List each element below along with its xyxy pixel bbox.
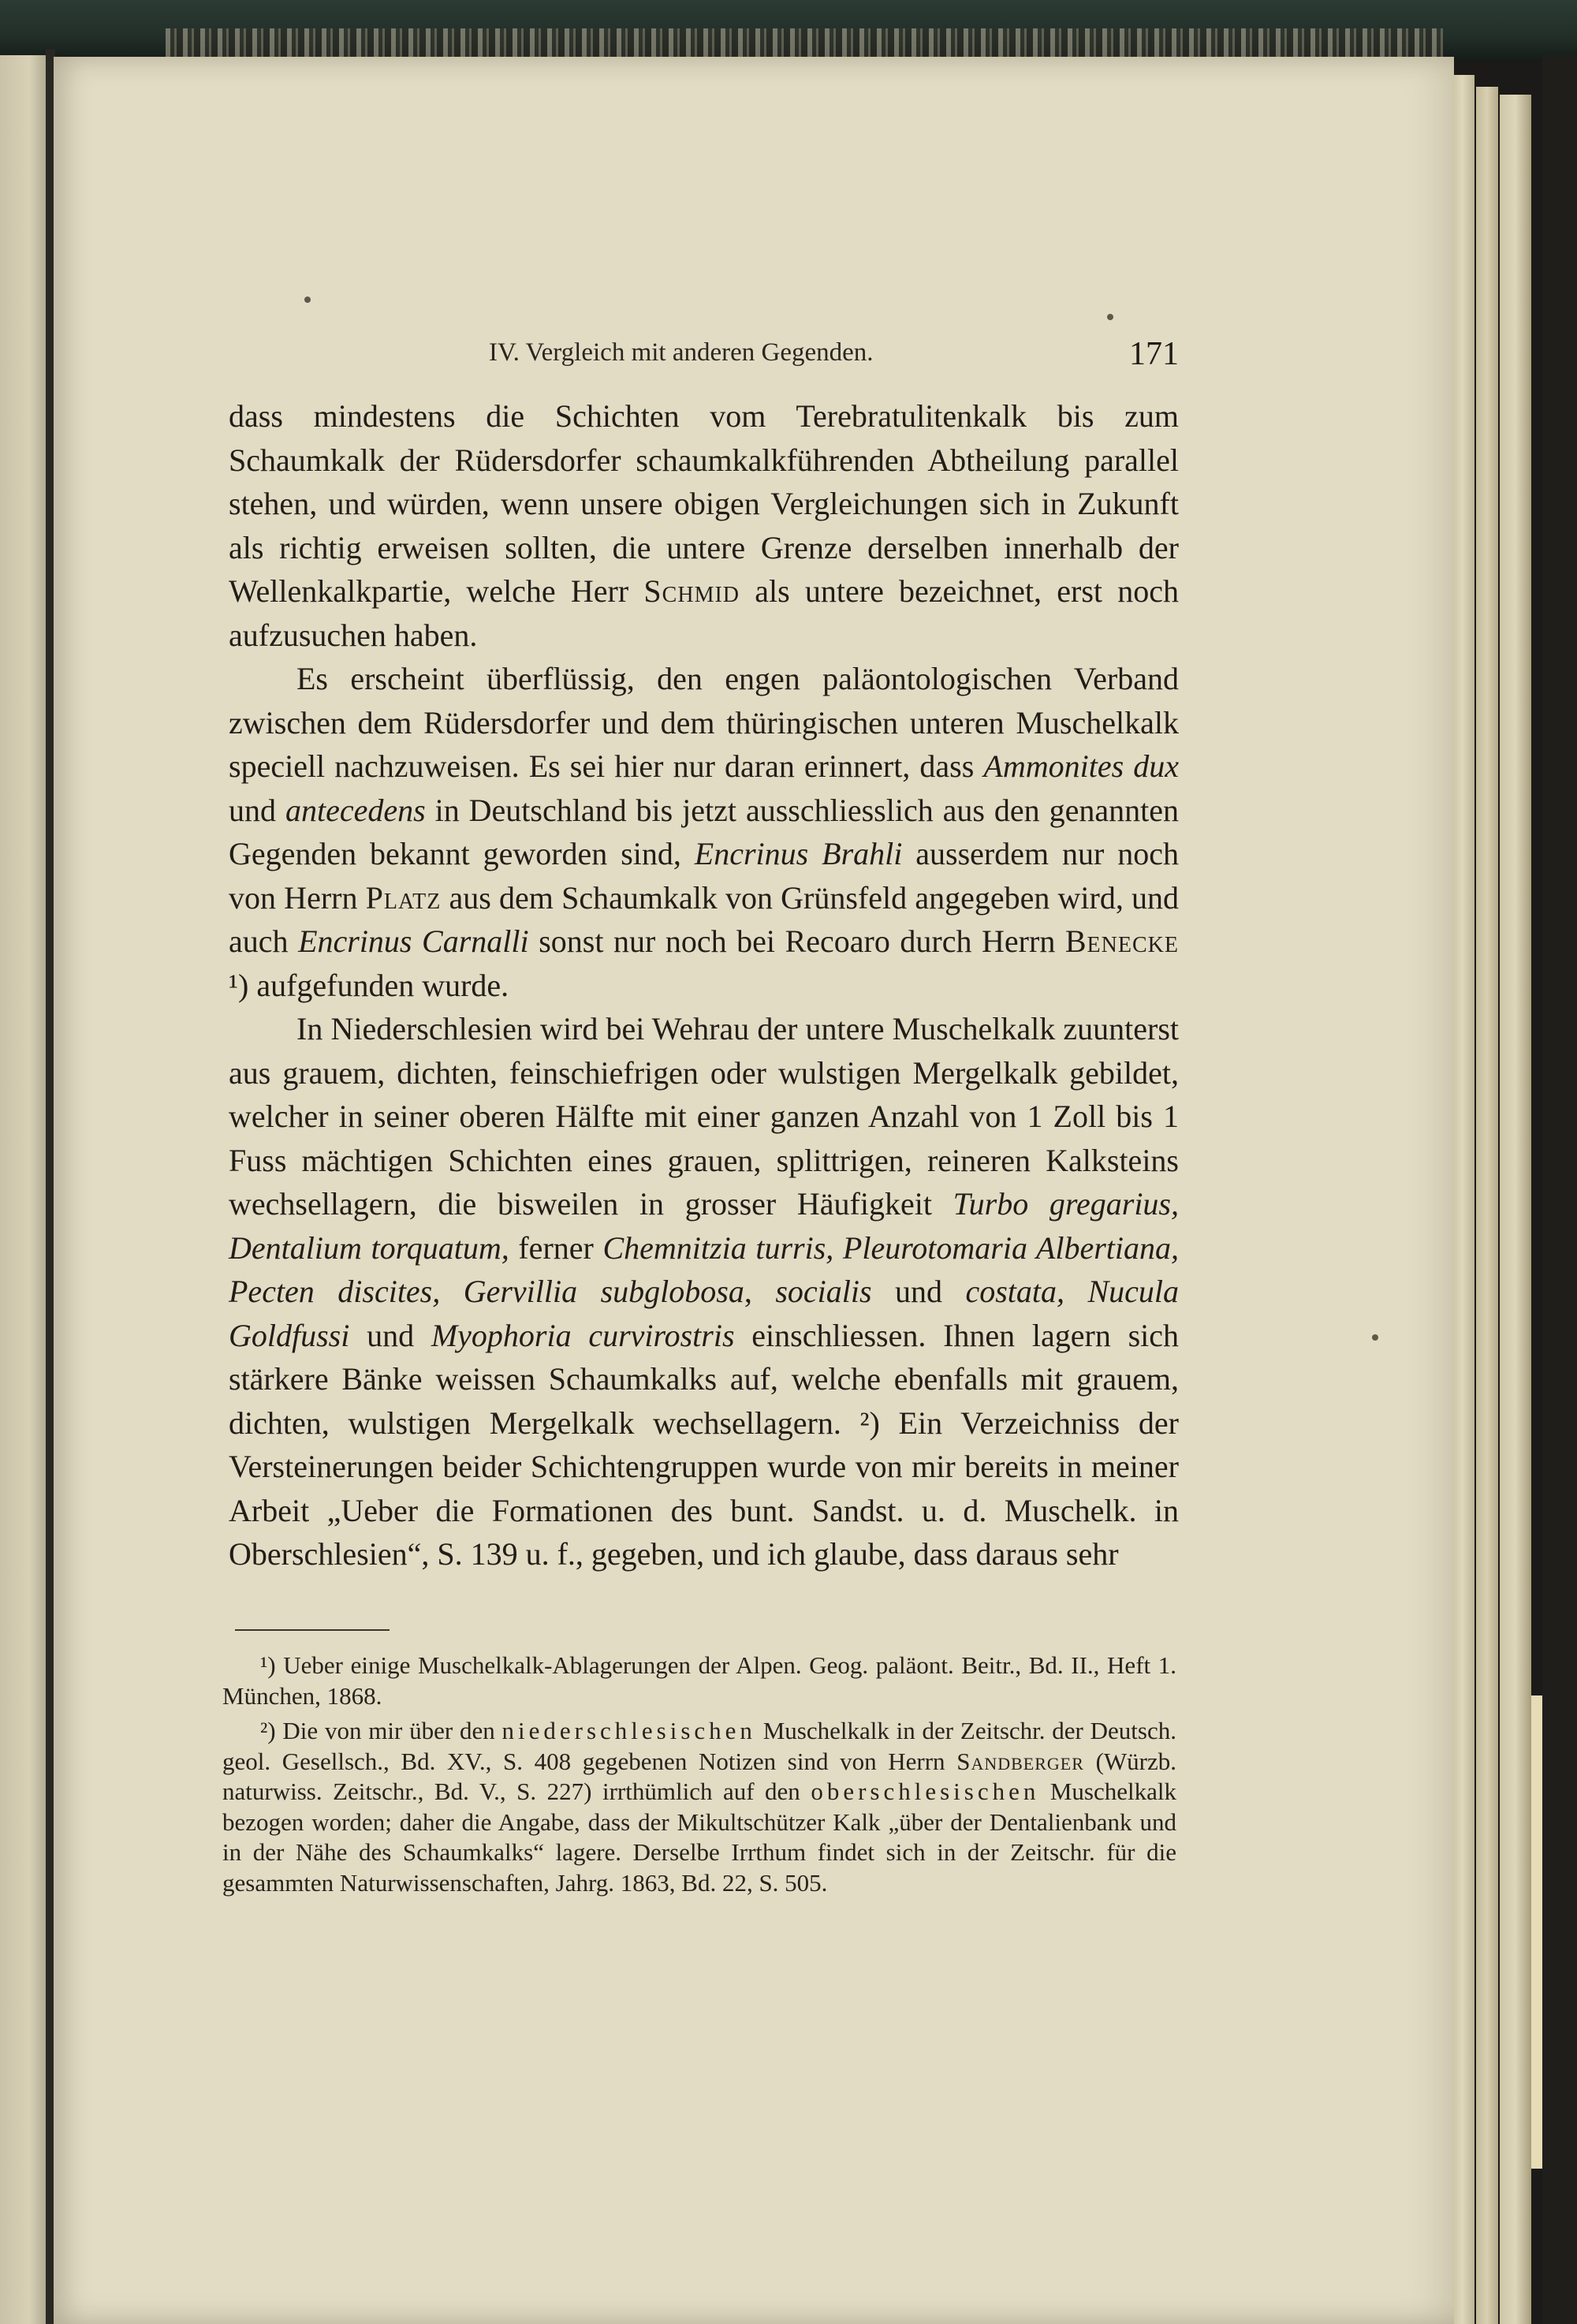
text-run: sonst nur noch bei Recoaro durch Herrn <box>528 923 1065 959</box>
italic-text: Chemnitzia turris, Pleurotomaria Albertiana, Pecten discites, Gervillia subglobosa <box>229 1229 1180 1309</box>
text-run: ¹) aufgefunden wurde. <box>229 967 509 1003</box>
text-run: und <box>229 792 285 828</box>
text-run: ausserdem nur noch von Herrn <box>229 836 1179 916</box>
paragraph <box>229 657 1179 1007</box>
italic-text: Myophoria curvirostris <box>431 1317 735 1353</box>
text-run: Muschelkalk in der Zeitschr. der Deutsch. geol. Gesellsch., Bd. XV., S. 408 gegebenen Notizen sind von Herrn <box>222 1717 1176 1775</box>
spaced-text: oberschlesischen <box>811 1778 1040 1805</box>
footnote-rule <box>235 1629 390 1631</box>
italic-text: antecedens <box>285 792 426 828</box>
text-run: in Deutschland bis jetzt ausschliesslich aus den genannten Gegenden bekannt geworden sind, <box>229 792 1180 871</box>
text-run: als untere bezeichnet, erst noch aufzusuchen haben. <box>229 573 1179 653</box>
footnotes <box>222 1651 1176 1903</box>
footnote-marker: ²) <box>260 1717 276 1744</box>
text-run: Ueber einige Muschelkalk-Ablagerungen der Alpen. Geog. paläont. Beitr., Bd. II., Heft 1. München, 1868. <box>222 1651 1176 1710</box>
text-run: Die von mir über den <box>275 1717 502 1744</box>
book-top-edge <box>0 0 1577 62</box>
running-title: IV. Vergleich mit anderen Gegenden. <box>489 338 874 367</box>
text-run: und <box>871 1274 966 1309</box>
scan-background <box>1542 55 1577 2324</box>
italic-text: Turbo gregarius, Dentalium torquatum, <box>229 1186 1179 1266</box>
small-caps-name: Platz <box>365 879 442 916</box>
text-run: In Niederschlesien wird bei Wehrau der untere Muschelkalk zuunterst aus grauem, dichten, feinschiefrigen oder wulstigen Mergelkalk gebildet, welcher in seiner oberen Hälfte mit einer ganzen Anzahl von 1 Zoll bis 1 Fuss mächtigen Schichten eines grauen, splittrigen, reineren Kalksteins wechsellagern, die bisweilen in grosser Häufigkeit <box>229 1011 1179 1222</box>
bookmark-slip <box>1531 1695 1542 2169</box>
binding-pattern <box>166 28 1443 60</box>
italic-text: Encrinus Brahli <box>694 836 903 871</box>
text-run: dass mindestens die Schichten vom Terebratulitenkalk bis zum Schaumkalk der Rüdersdorfer schaumkalkführenden Abtheilung parallel stehen, und würden, wenn unsere obigen Vergleichungen sich in Zukunft als richtig erweisen sollten, die untere Grenze derselben innerhalb der Wellenkalkpartie, welche Herr <box>229 398 1179 609</box>
italic-text: Ammonites dux <box>983 748 1179 784</box>
text-run: aus dem Schaumkalk von Grünsfeld angegeben wird, und auch <box>229 879 1180 959</box>
running-head <box>489 335 1183 382</box>
text-run: Es erscheint überflüssig, den engen paläontologischen Verband zwischen dem Rüdersdorfer und dem thüringischen unteren Muschelkalk speciell nachzuweisen. Es sei hier nur daran erinnert, dass <box>229 661 1179 784</box>
text-run: ferner <box>509 1229 603 1266</box>
footnote <box>222 1716 1176 1898</box>
footnote <box>222 1651 1176 1711</box>
text-run: , <box>744 1274 776 1309</box>
small-caps-name: Sandberger <box>956 1747 1084 1775</box>
text-run: und <box>349 1317 431 1353</box>
paragraph <box>229 394 1179 657</box>
text-run: Muschelkalk bezogen worden; daher die Angabe, dass der Mikultschützer Kalk „über der Dentalienbank und in der Nähe des Schaumkalks“ lagere. Derselbe Irrthum findet sich in der Zeitschr. für die gesammten Naturwissenschaften, Jahrg. 1863, Bd. 22, S. 505. <box>222 1778 1176 1897</box>
print-speck <box>1107 314 1113 320</box>
footnote-marker: ¹) <box>260 1651 276 1679</box>
page-edges <box>1500 95 1531 2324</box>
spaced-text: niederschlesischen <box>501 1717 756 1744</box>
italic-text: socialis <box>775 1274 872 1309</box>
main-text <box>229 394 1179 1576</box>
print-speck <box>1372 1334 1378 1341</box>
text-run: (Würzb. naturwiss. Zeitschr., Bd. V., S. 227) irrthümlich auf den <box>222 1747 1176 1805</box>
small-caps-name: Schmid <box>643 573 740 609</box>
page-number: 171 <box>1129 336 1179 372</box>
print-speck <box>304 297 311 303</box>
small-caps-name: Benecke <box>1064 923 1179 959</box>
page-edges <box>1476 87 1498 2324</box>
text-run: einschliessen. Ihnen lagern sich stärkere Bänke weissen Schaumkalks auf, welche ebenfalls mit grauem, dichten, wulstigen Mergelkalk wechsellagern. ²) Ein Verzeichniss der Versteinerungen beider Schichtengruppen wurde von mir bereits in meiner Arbeit „Ueber die Formationen des bunt. Sandst. u. d. Muschelk. in Oberschlesien“, S. 139 u. f., gegeben, und ich glaube, dass daraus sehr <box>229 1317 1180 1572</box>
italic-text: costata, Nucula Goldfussi <box>229 1274 1180 1353</box>
page-edges <box>1454 75 1474 2324</box>
italic-text: Encrinus Carnalli <box>298 923 529 959</box>
facing-page-edge <box>0 55 49 2324</box>
paragraph <box>229 1007 1179 1576</box>
